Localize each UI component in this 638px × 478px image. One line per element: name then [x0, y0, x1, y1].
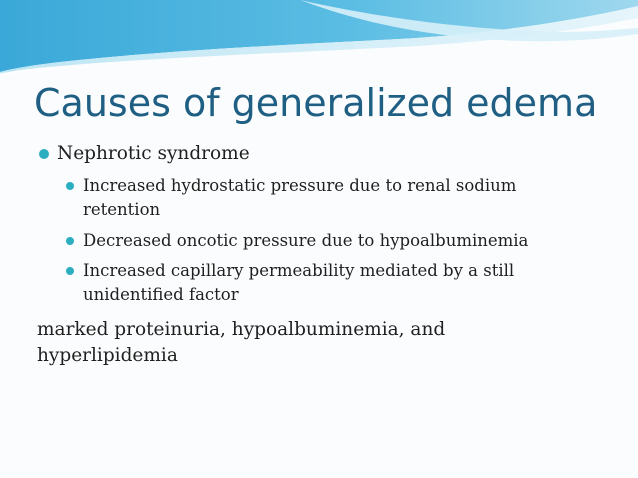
- sub-bullet-permeability: [83, 259, 583, 307]
- bullet-nephrotic-syndrome: [57, 143, 250, 165]
- bullet-dot-icon: [39, 149, 49, 159]
- slide-note: marked proteinuria, hypoalbuminemia, and hyperlipidemia: [37, 319, 446, 366]
- sub-bullet-text: Increased hydrostatic pressure due to renal sodium retention: [83, 176, 517, 219]
- sub-bullet-hydrostatic: [83, 174, 583, 222]
- bullet-dot-icon: [66, 182, 74, 190]
- sub-bullet-text: Decreased oncotic pressure due to hypoalbuminemia: [83, 231, 529, 250]
- sub-bullet-text: Increased capillary permeability mediated by a still unidentified factor: [83, 261, 515, 304]
- header-wave-decoration: [0, 0, 638, 80]
- sub-bullet-oncotic: [83, 229, 583, 253]
- bullet-dot-icon: [66, 267, 74, 275]
- bullet-dot-icon: [66, 237, 74, 245]
- slide-title: Causes of generalized edema: [34, 81, 598, 125]
- bullet-text: Nephrotic syndrome: [57, 143, 250, 164]
